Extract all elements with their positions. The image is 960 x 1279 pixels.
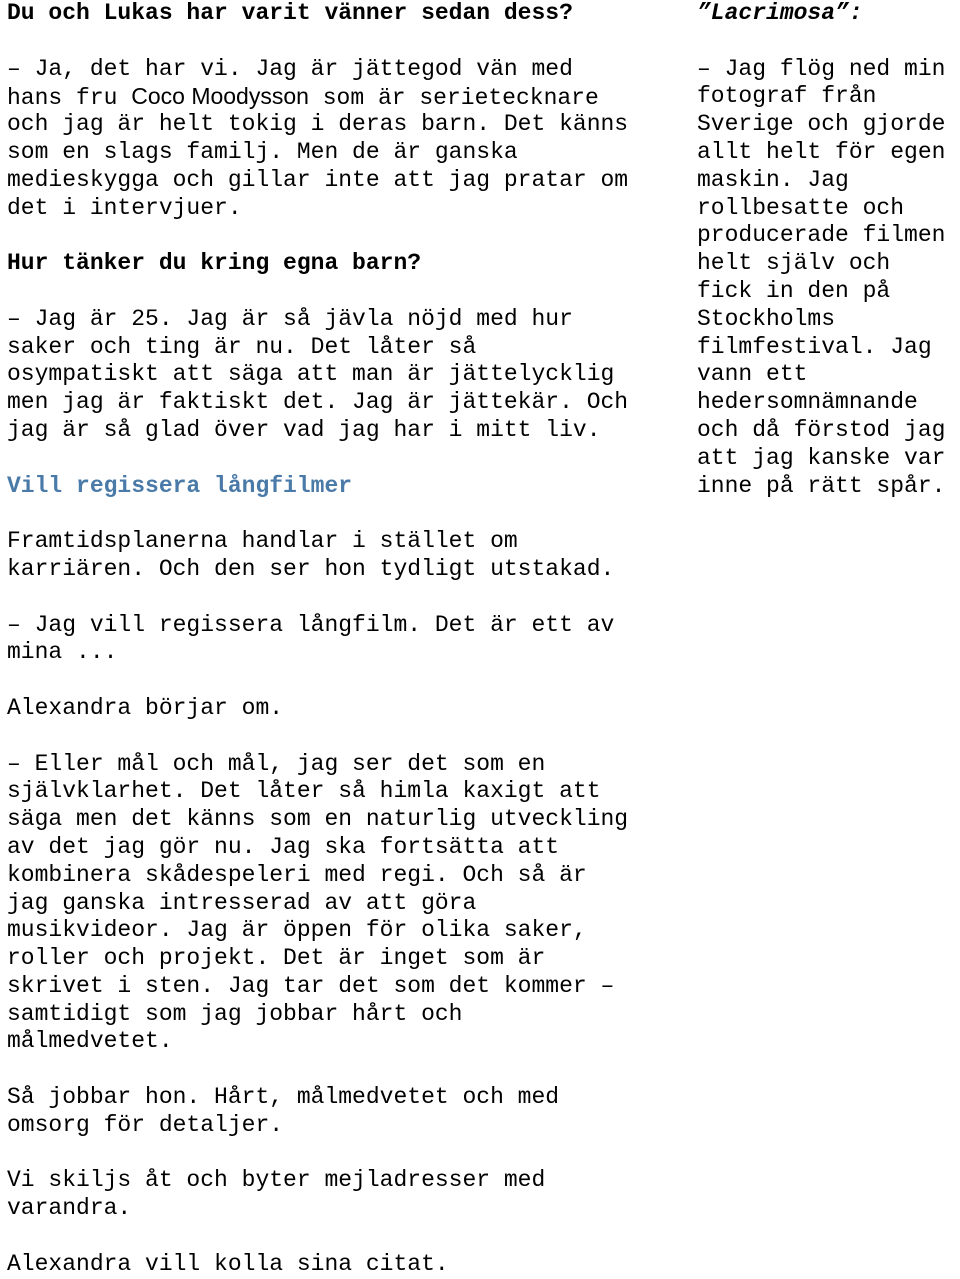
paragraph-line: Framtidsplanerna handlar i stället om: [7, 528, 518, 555]
sidebar-column: [697, 0, 960, 500]
paragraph-line: roller och projekt. Det är inget som är: [7, 945, 546, 972]
paragraph-line: omsorg för detaljer.: [7, 1111, 284, 1138]
sidebar-line: vann ett: [697, 361, 808, 388]
spacer: [7, 723, 687, 751]
spacer: [7, 278, 687, 306]
sidebar-line: Stockholms: [697, 305, 836, 332]
sidebar-line: inne på rätt spår.: [697, 472, 946, 499]
sidebar-line: Sverige och gjorde: [697, 111, 946, 138]
spacer: [7, 1056, 687, 1084]
subheading: Vill regissera långfilmer: [7, 472, 353, 499]
sidebar-line: och då förstod jag: [697, 416, 946, 443]
paragraph-works-hard: [7, 1084, 687, 1140]
paragraph-line: målmedvetet.: [7, 1028, 173, 1055]
name-coco-moodysson: Coco Moodysson: [131, 83, 309, 110]
paragraph-line: självklarhet. Det låter så himla kaxigt att: [7, 778, 601, 805]
spacer: [697, 28, 960, 56]
sidebar-line: fotograf från: [697, 83, 877, 110]
answer-line: – Jag är 25. Jag är så jävla nöjd med hur: [7, 305, 573, 332]
answer-line: och jag är helt tokig i deras barn. Det känns: [7, 111, 629, 138]
paragraph-line: – Jag vill regissera långfilm. Det är ett av: [7, 611, 615, 638]
paragraph-line: Så jobbar hon. Hårt, målmedvetet och med: [7, 1084, 560, 1111]
sidebar-line: – Jag flög ned min: [697, 55, 946, 82]
answer-line: saker och ting är nu. Det låter så: [7, 333, 477, 360]
spacer: [7, 445, 687, 473]
sidebar-line: rollbesatte och: [697, 194, 905, 221]
paragraph-line: Alexandra börjar om.: [7, 694, 284, 721]
paragraph-check-quotes: [7, 1251, 687, 1279]
paragraph-line: musikvideor. Jag är öppen för olika saker,: [7, 917, 587, 944]
sidebar-line: maskin. Jag: [697, 166, 849, 193]
spacer: [7, 222, 687, 250]
sidebar-line: allt helt för egen: [697, 138, 946, 165]
answer-line: men jag är faktiskt det. Jag är jättekär. Och: [7, 389, 629, 416]
text-segment: hans fru: [7, 85, 132, 112]
paragraph-direct-film: [7, 612, 687, 668]
sidebar-heading: ”Lacrimosa”:: [697, 0, 863, 26]
answer-line: medieskygga och gillar inte att jag pratar om: [7, 166, 629, 193]
paragraph-starts-over: [7, 695, 687, 723]
paragraph-line: kombinera skådespeleri med regi. Och så är: [7, 861, 587, 888]
answer-line: [7, 83, 687, 111]
spacer: [7, 28, 687, 56]
paragraph-line: Vi skiljs åt och byter mejladresser med: [7, 1167, 546, 1194]
paragraph-line: samtidigt som jag jobbar hårt och: [7, 1000, 463, 1027]
answer-children: [7, 306, 687, 445]
spacer: [7, 667, 687, 695]
spacer: [7, 1223, 687, 1251]
answer-line: jag är så glad över vad jag har i mitt liv.: [7, 416, 601, 443]
question-children: Hur tänker du kring egna barn?: [7, 250, 422, 277]
paragraph-future-plans: [7, 528, 687, 584]
answer-line: det i intervjuer.: [7, 194, 242, 221]
spacer: [7, 500, 687, 528]
paragraph-line: skrivet i sten. Jag tar det som det kommer –: [7, 972, 615, 999]
answer-friendship: [7, 56, 687, 223]
spacer: [7, 584, 687, 612]
question-friendship: Du och Lukas har varit vänner sedan dess?: [7, 0, 573, 26]
paragraph-line: säga men det känns som en naturlig utveckling: [7, 806, 629, 833]
paragraph-line: karriären. Och den ser hon tydligt utstakad.: [7, 555, 615, 582]
paragraph-goals: [7, 751, 687, 1057]
main-column: [7, 0, 687, 1279]
paragraph-line: varandra.: [7, 1195, 132, 1222]
spacer: [7, 1140, 687, 1168]
sidebar-text: [697, 56, 960, 501]
answer-line: – Ja, det har vi. Jag är jättegod vän med: [7, 55, 573, 82]
sidebar-line: producerade filmen: [697, 222, 946, 249]
paragraph-line: – Eller mål och mål, jag ser det som en: [7, 750, 546, 777]
sidebar-line: att jag kanske var: [697, 444, 946, 471]
answer-line: som en slags familj. Men de är ganska: [7, 138, 518, 165]
sidebar-line: hedersomnämnande: [697, 389, 918, 416]
paragraph-line: av det jag gör nu. Jag ska fortsätta att: [7, 833, 560, 860]
paragraph-line: Alexandra vill kolla sina citat.: [7, 1250, 449, 1277]
text-segment: som är serietecknare: [308, 85, 599, 112]
paragraph-part-ways: [7, 1167, 687, 1223]
sidebar-line: helt själv och: [697, 250, 891, 277]
answer-line: osympatiskt att säga att man är jättelycklig: [7, 361, 615, 388]
paragraph-line: mina ...: [7, 639, 118, 666]
sidebar-line: fick in den på: [697, 277, 891, 304]
paragraph-line: jag ganska intresserad av att göra: [7, 889, 477, 916]
sidebar-line: filmfestival. Jag: [697, 333, 932, 360]
